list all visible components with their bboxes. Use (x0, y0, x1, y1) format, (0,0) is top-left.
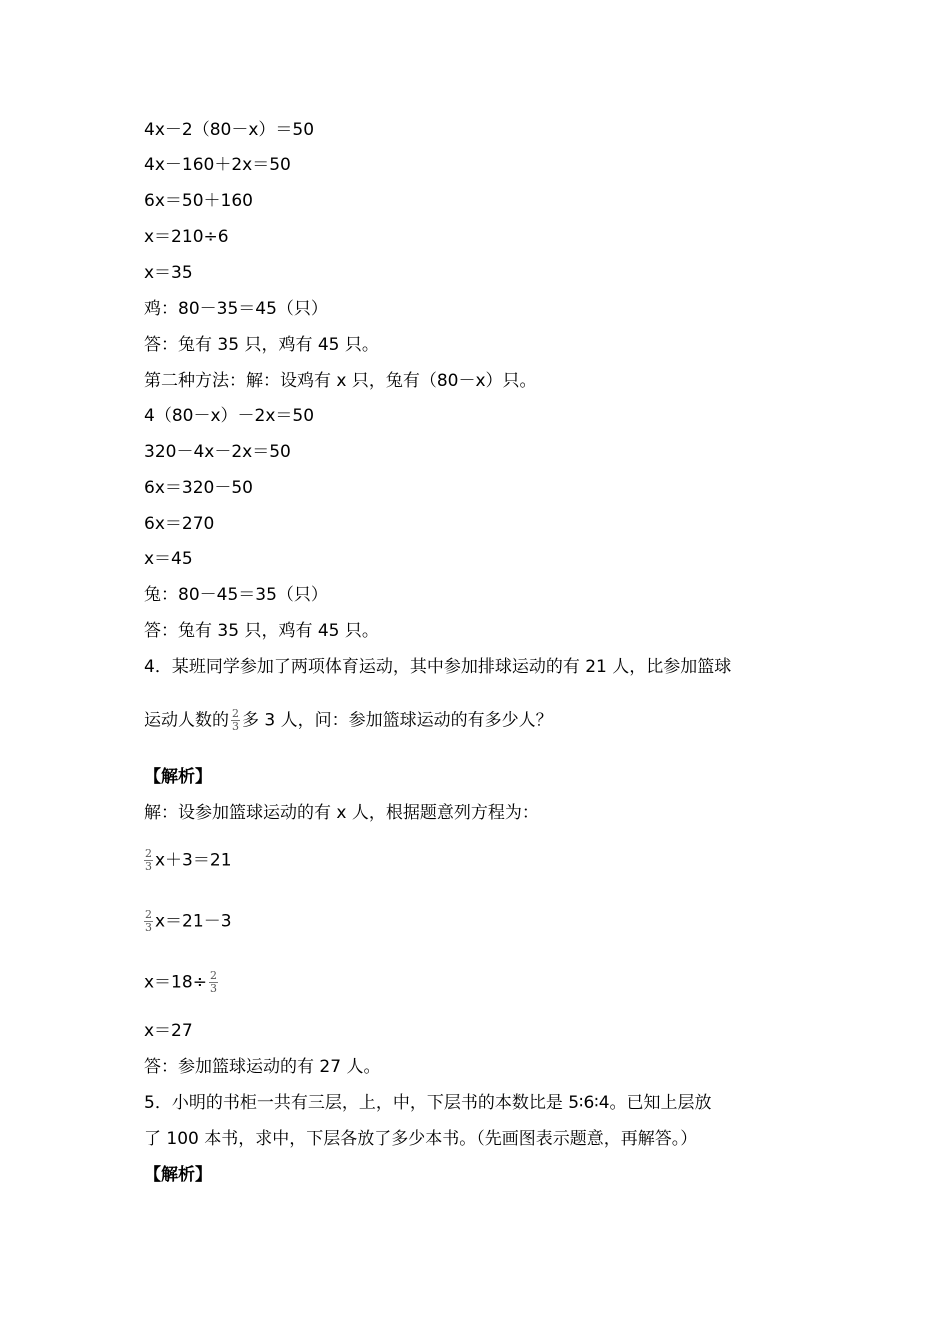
fraction-numerator: 2 (145, 908, 152, 921)
chicken-calc-line: 鸡：80－35＝45（只） (144, 299, 328, 319)
analysis-label: 【解析】 (144, 767, 212, 787)
fraction-numerator: 2 (232, 707, 239, 720)
equation-text: x＝18÷ (144, 972, 207, 993)
fraction-two-thirds (144, 848, 153, 873)
equation-line: 6x＝50＋160 (144, 191, 253, 211)
problem-4-text-before-fraction: 运动人数的 (144, 710, 229, 731)
equation-line: 320－4x－2x＝50 (144, 442, 291, 462)
answer-line: 答：参加篮球运动的有 27 人。 (144, 1057, 381, 1077)
fraction-two-thirds (209, 970, 218, 995)
equation-line: x＝45 (144, 549, 193, 569)
solution-intro: 解：设参加篮球运动的有 x 人，根据题意列方程为： (144, 803, 539, 823)
answer-line: 答：兔有 35 只，鸡有 45 只。 (144, 621, 379, 641)
problem-5-text-cont: 了 100 本书，求中，下层各放了多少本书。（先画图表示题意，再解答。） (144, 1129, 698, 1149)
equation-line (142, 909, 232, 934)
problem-5-text: 5．小明的书柜一共有三层，上，中，下层书的本数比是 5∶6∶4。已知上层放 (144, 1093, 712, 1113)
equation-line: x＝210÷6 (144, 227, 229, 247)
fraction-denominator: 3 (232, 720, 239, 733)
problem-4-text-after-fraction: 多 3 人，问：参加篮球运动的有多少人？ (242, 710, 553, 731)
fraction-two-thirds (144, 909, 153, 934)
problem-4-text-cont (144, 708, 553, 733)
rabbit-calc-line: 兔：80－45＝35（只） (144, 585, 328, 605)
equation-line: x＝35 (144, 263, 193, 283)
method-two-line: 第二种方法：解：设鸡有 x 只，兔有（80－x）只。 (144, 371, 537, 391)
equation-line: 6x＝270 (144, 514, 215, 534)
equation-line: 4x－2（80－x）＝50 (144, 120, 315, 140)
analysis-label: 【解析】 (144, 1165, 212, 1185)
equation-line: x＝27 (144, 1021, 193, 1041)
equation-line (144, 970, 220, 995)
equation-text: x＝21－3 (155, 911, 232, 932)
fraction-denominator: 3 (209, 982, 217, 995)
equation-line: 4x－160＋2x＝50 (144, 155, 291, 175)
fraction-denominator: 3 (145, 921, 152, 934)
fraction-two-thirds (231, 708, 240, 733)
answer-line: 答：兔有 35 只，鸡有 45 只。 (144, 335, 379, 355)
equation-line: 6x＝320－50 (144, 478, 253, 498)
equation-text: x＋3＝21 (155, 850, 232, 871)
problem-4-text: 4．某班同学参加了两项体育运动，其中参加排球运动的有 21 人，比参加篮球 (144, 657, 732, 677)
fraction-numerator: 2 (145, 847, 152, 860)
equation-line (142, 848, 232, 873)
fraction-numerator: 2 (209, 969, 217, 982)
fraction-denominator: 3 (145, 860, 152, 873)
equation-line: 4（80－x）－2x＝50 (144, 406, 315, 426)
